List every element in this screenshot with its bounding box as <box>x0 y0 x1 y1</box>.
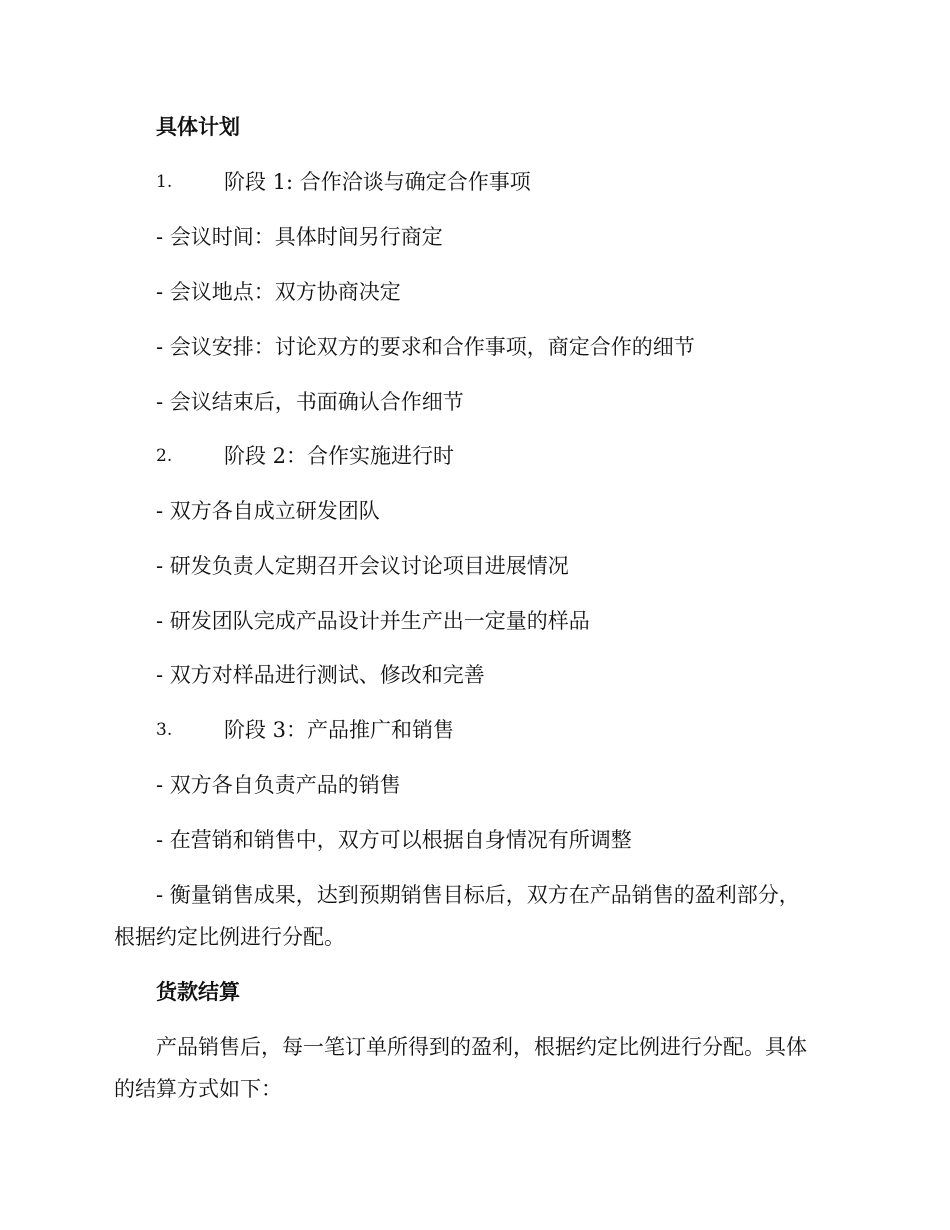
list-item: - 会议结束后，书面确认合作细节 <box>156 390 464 414</box>
paragraph-line1: 产品销售后，每一笔订单所得到的盈利，根据约定比例进行分配。具体 <box>156 1035 807 1059</box>
stage-label-2: 阶段 2：合作实施进行时 <box>224 444 455 468</box>
paragraph-line2: 的结算方式如下： <box>114 1077 282 1101</box>
list-item: - 在营销和销售中，双方可以根据自身情况有所调整 <box>156 828 632 852</box>
list-item-long-line1: - 衡量销售成果，达到预期销售目标后，双方在产品销售的盈利部分， <box>156 883 800 907</box>
stage-label-3: 阶段 3：产品推广和销售 <box>224 718 455 742</box>
list-item: - 研发团队完成产品设计并生产出一定量的样品 <box>156 609 590 633</box>
list-item: - 双方各自成立研发团队 <box>156 499 380 523</box>
list-item: - 会议安排：讨论双方的要求和合作事项，商定合作的细节 <box>156 335 695 359</box>
stage-number-2: 2. <box>156 446 173 466</box>
section-heading-settlement: 货款结算 <box>156 979 240 1004</box>
section-heading-plan: 具体计划 <box>156 114 240 139</box>
list-item: - 会议地点：双方协商决定 <box>156 280 401 304</box>
stage-number-3: 3. <box>156 720 173 740</box>
list-item: - 双方各自负责产品的销售 <box>156 773 401 797</box>
stage-label-1: 阶段 1: 合作洽谈与确定合作事项 <box>224 170 531 194</box>
list-item: - 双方对样品进行测试、修改和完善 <box>156 663 485 687</box>
list-item-long-line2: 根据约定比例进行分配。 <box>114 925 345 949</box>
list-item: - 研发负责人定期召开会议讨论项目进展情况 <box>156 554 569 578</box>
list-item: - 会议时间：具体时间另行商定 <box>156 225 443 249</box>
stage-number-1: 1. <box>156 172 173 192</box>
